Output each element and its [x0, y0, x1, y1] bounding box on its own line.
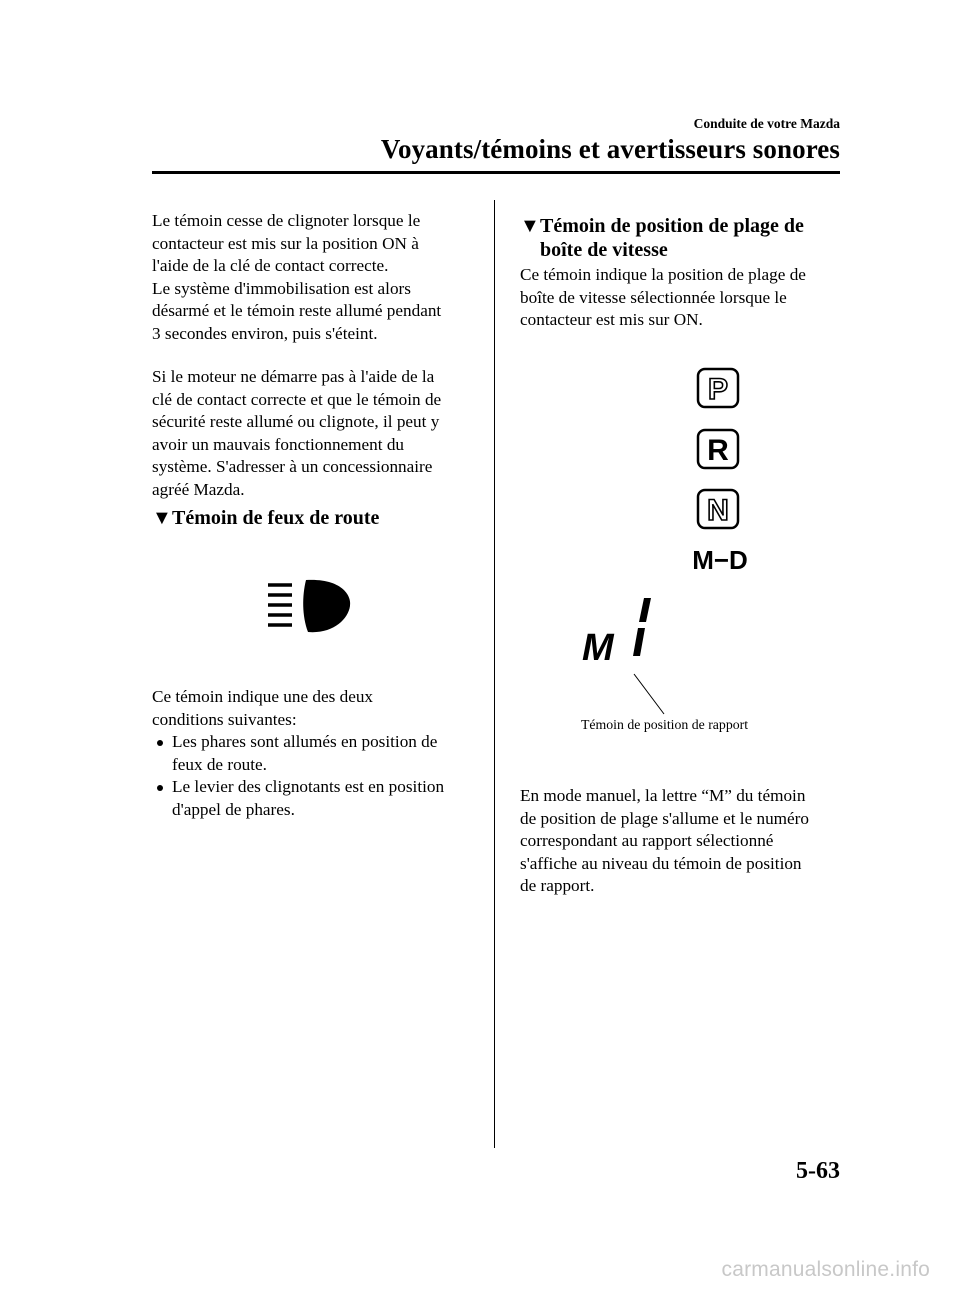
gear-p-letter: P: [707, 373, 729, 406]
heading-high-beam-text: Témoin de feux de route: [172, 507, 380, 529]
watermark: carmanualsonline.info: [721, 1258, 930, 1281]
left-column: [152, 210, 472, 501]
heading-marker: ▼: [152, 507, 172, 529]
gear-segment-digit: [633, 598, 651, 656]
gear-md-icon: [680, 540, 760, 576]
gear-n-icon: [690, 487, 746, 531]
paragraph-gear-indicator: Ce témoin indique la position de plage de boîte de vitesse sélectionnée lorsque le contacteur est mis sur ON.: [520, 265, 806, 329]
paragraph-malfunction: Si le moteur ne démarre pas à l'aide de la clé de contact correcte et que le témoin de sécurité reste allumé ou clignote, il peut y avoir un mauvais fonctionnement du système. S'adresser à un concessionnaire agréé Mazda.: [152, 367, 442, 499]
high-beam-description: [152, 686, 482, 821]
gear-segment-display: [570, 592, 700, 722]
page-number: 5-63: [796, 1158, 840, 1184]
heading-high-beam: [152, 506, 379, 530]
paragraph-conditions: Ce témoin indique une des deux conditions suivantes:: [152, 687, 374, 729]
heading-gear-position: [520, 214, 850, 262]
bullet-dot: [157, 785, 163, 791]
heading-gear-line2: boîte de vitesse: [540, 239, 668, 261]
list-item: Le levier des clignotants est en position d'appel de phares.: [152, 776, 482, 821]
conditions-list: [152, 731, 482, 821]
gear-r-letter: R: [707, 434, 729, 467]
manual-mode-letter: M: [582, 627, 614, 669]
header-rule: [152, 171, 840, 174]
gear-r-icon: [690, 427, 746, 471]
paragraph-immobilizer: Le témoin cesse de clignoter lorsque le contacteur est mis sur la position ON à l'aide de la clé de contact correcte. Le système d'immobilisation est alors désarmé et le témoin reste allumé pendant 3 secondes environ, puis s'éteint.: [152, 211, 442, 343]
column-divider: [494, 200, 495, 1148]
paragraph-manual-mode: En mode manuel, la lettre “M” du témoin de position de plage s'allume et le numéro correspondant au rapport sélectionné s'affiche au niveau du témoin de position de rapport.: [520, 786, 809, 895]
gear-p-icon: [690, 366, 746, 410]
high-beam-icon: [262, 576, 358, 636]
list-item: Les phares sont allumés en position de feux de route.: [152, 731, 482, 776]
gear-indicator-caption: Témoin de position de rapport: [581, 717, 749, 732]
section-label: Conduite de votre Mazda: [693, 116, 840, 131]
manual-mode-description: [520, 785, 850, 898]
gear-description: [520, 264, 850, 332]
bullet-dot: [157, 740, 163, 746]
gear-n-letter: N: [707, 494, 729, 527]
heading-marker: ▼: [520, 215, 540, 237]
page-title: Voyants/témoins et avertisseurs sonores: [380, 134, 840, 164]
heading-gear-line1: Témoin de position de plage de: [540, 215, 804, 237]
caption-leader-line: [634, 674, 664, 714]
gear-md-text: M−D: [692, 545, 748, 575]
